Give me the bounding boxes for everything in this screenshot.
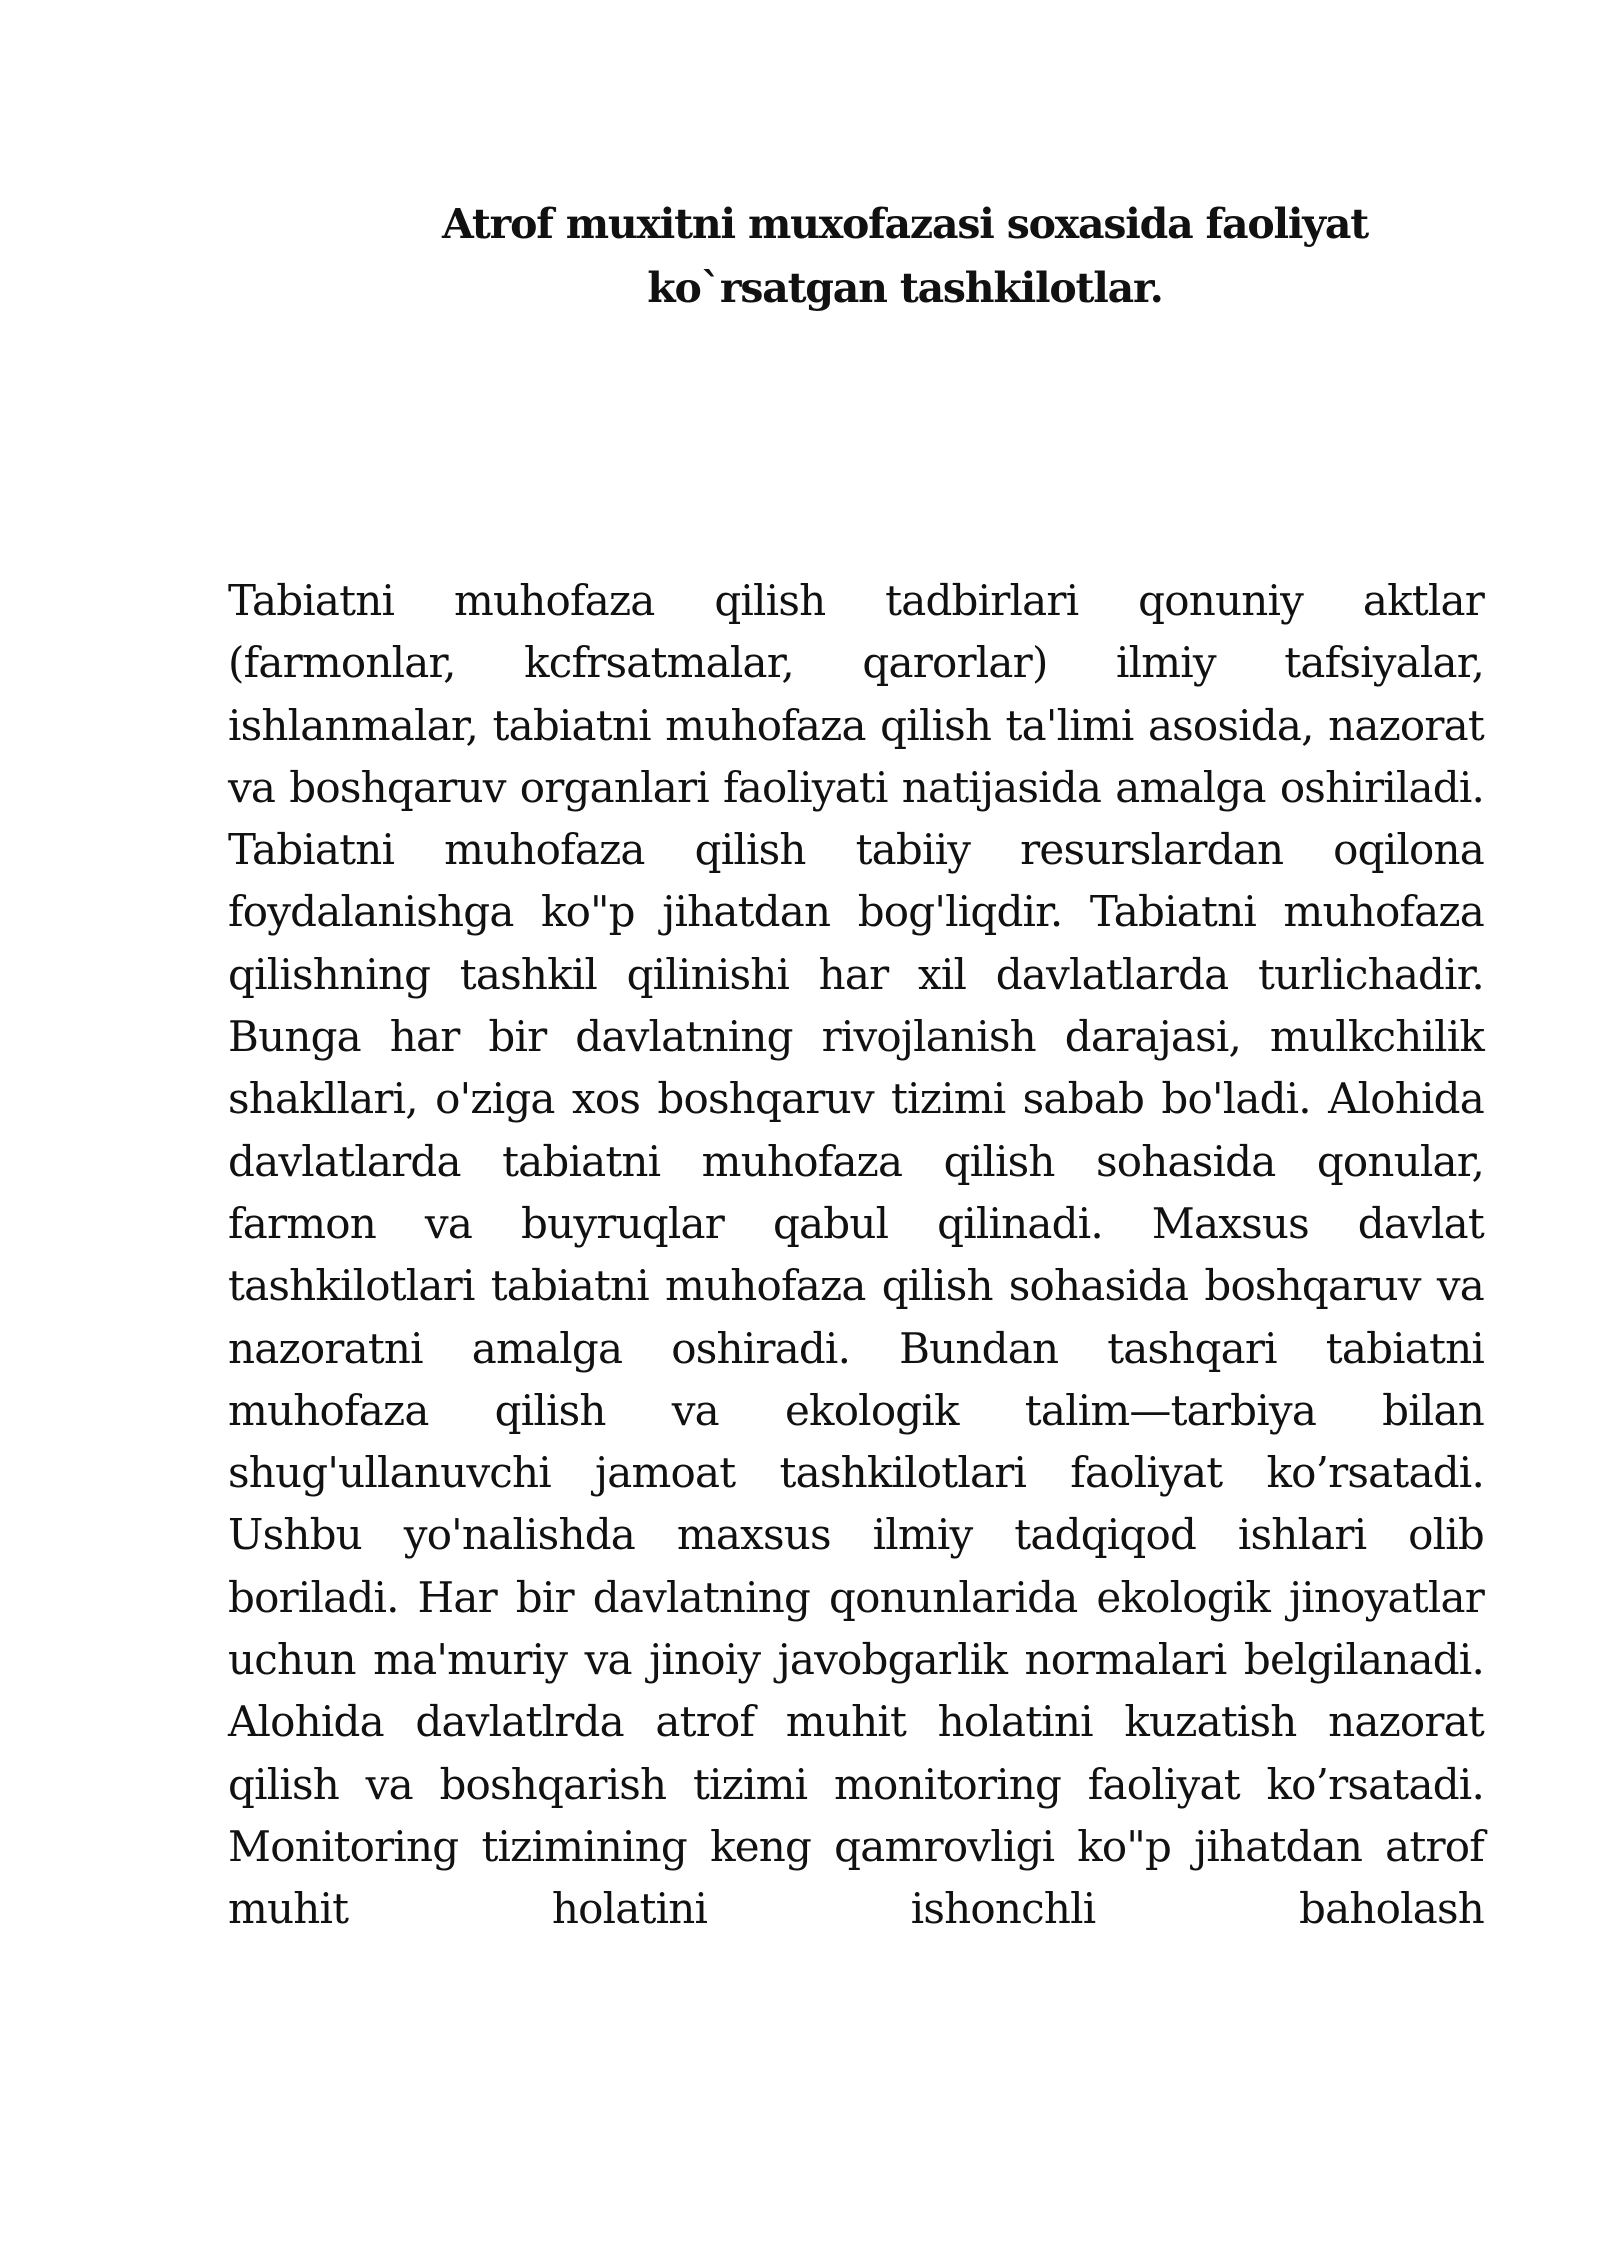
document-body-paragraph: Tabiatni muhofaza qilish tadbirlari qonuniy aktlar (farmonlar, kcfrsatmalar, qarorlar) ilmiy tafsiyalar, ishlanmalar, tabiatni muhofaza qilish ta'limi asosida, nazorat va boshqaruv organlari faoliyati natijasida amalga oshiriladi. Tabiatni muhofaza qilish tabiiy resurslardan oqilona foydalanishga ko"p jihatdan bog'liqdir. Tabiatni muhofaza qilishning tashkil qilinishi har xil davlatlarda turlichadir. Bunga har bir davlatning rivojlanish darajasi, mulkchilik shakllari, o'ziga xos boshqaruv tizimi sabab bo'ladi. Alohida davlatlarda tabiatni muhofaza qilish sohasida qonular, farmon va buyruqlar qabul qilinadi. Maxsus davlat tashkilotlari tabiatni muhofaza qilish sohasida boshqaruv va nazoratni amalga oshiradi. Bundan tashqari tabiatni muhofaza qilish va ekologik talim—tarbiya bilan shug'ullanuvchi jamoat tashkilotlari faoliyat ko’rsatadi. Ushbu yo'nalishda maxsus ilmiy tadqiqod ishlari olib boriladi. Har bir davlatning qonunlarida ekologik jinoyatlar uchun ma'muriy va jinoiy javobgarlik normalari belgilanadi. Alohida davlatlrda atrof muhit holatini kuzatish nazorat qilish va boshqarish tizimi monitoring faoliyat ko’rsatadi. Monitoring tizimining keng qamrovligi ko"p jihatdan atrof muhit holatini ishonchli baholash [228,576,1484,1934]
document-title-line-2: ko`rsatgan tashkilotlar. [647,264,1163,312]
document-title-line-1: Atrof muxitni muxofazasi soxasida faoliyat [442,200,1368,248]
document-title [360,192,1450,320]
